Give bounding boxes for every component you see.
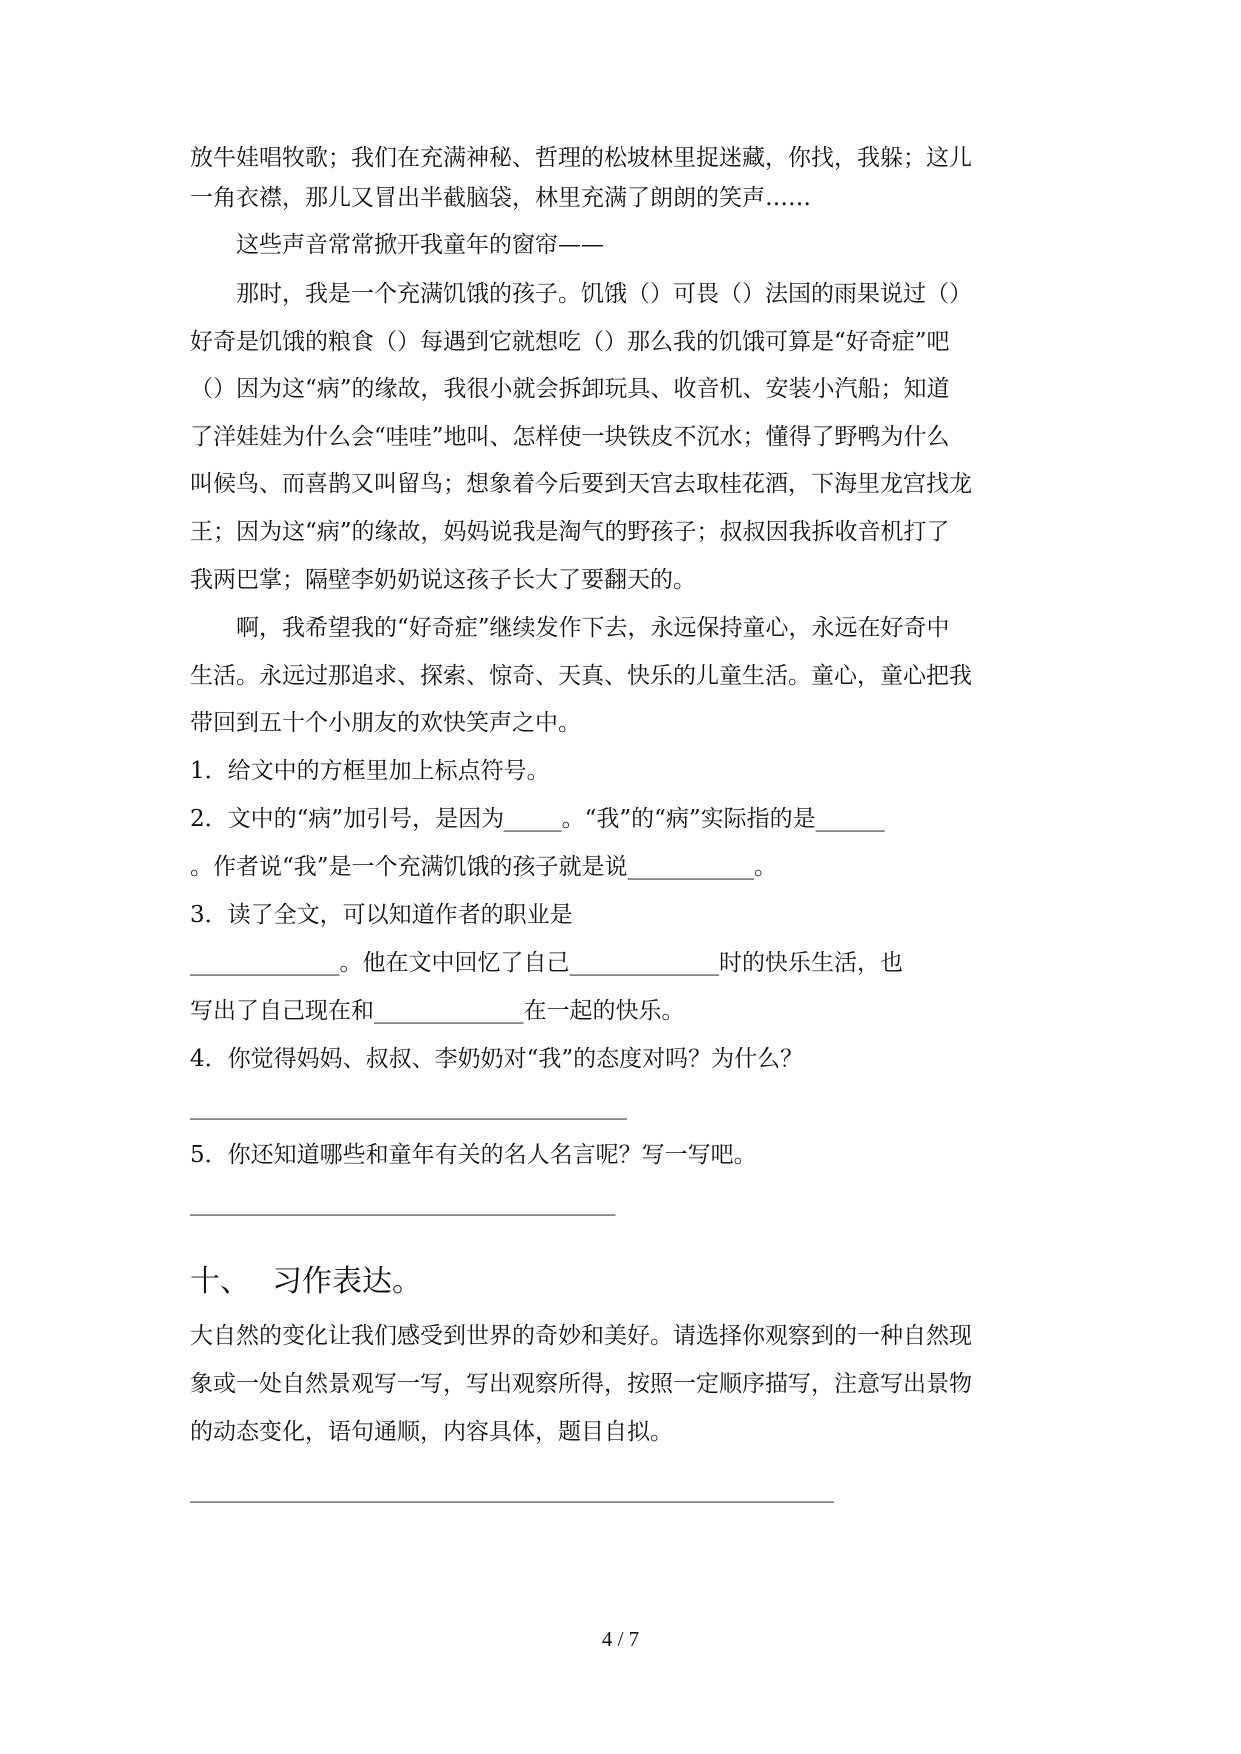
- passage-line: 生活。永远过那追求、探索、惊奇、天真、快乐的儿童生活。童心，童心把我: [190, 663, 972, 689]
- passage-line: 了洋娃娃为什么会“哇哇”地叫、怎样使一块铁皮不沉水；懂得了野鸭为什么: [190, 424, 950, 450]
- question-line: 2．文中的“病”加引号，是因为_____。“我”的“病”实际指的是______: [190, 806, 885, 832]
- section-heading: [190, 1262, 422, 1302]
- answer-line: _____________________________________: [190, 1190, 616, 1216]
- section-title: 习作表达。: [272, 1264, 422, 1299]
- writing-answer-line: ________________________________________________________: [190, 1477, 834, 1503]
- page-number: 4 / 7: [601, 1627, 640, 1651]
- section-number: 十、: [190, 1264, 250, 1299]
- writing-instruction-line: 大自然的变化让我们感受到世界的奇妙和美好。请选择你观察到的一种自然现: [190, 1323, 972, 1349]
- passage-line: （）因为这“病”的缘故，我很小就会拆卸玩具、收音机、安装小汽船；知道: [190, 376, 950, 402]
- passage-line: 叫候鸟、而喜鹊又叫留鸟；想象着今后要到天宫去取桂花酒，下海里龙宫找龙: [190, 471, 972, 497]
- question-line: 5．你还知道哪些和童年有关的名人名言呢？写一写吧。: [190, 1142, 757, 1168]
- question-line: 写出了自己现在和_____________在一起的快乐。: [190, 998, 685, 1024]
- question-line: 1．给文中的方框里加上标点符号。: [190, 758, 550, 784]
- passage-line: 一角衣襟，那儿又冒出半截脑袋，林里充满了朗朗的笑声……: [190, 185, 811, 211]
- passage-line: 我两巴掌；隔壁李奶奶说这孩子长大了要翻天的。: [190, 567, 696, 593]
- answer-line: _____________。他在文中回忆了自己_____________时的快乐生活，也: [190, 950, 903, 976]
- passage-line: 带回到五十个小朋友的欢快笑声之中。: [190, 710, 581, 736]
- writing-instruction-line: 象或一处自然景观写一写，写出观察所得，按照一定顺序描写，注意写出景物: [190, 1371, 972, 1397]
- question-line: 3．读了全文，可以知道作者的职业是: [190, 902, 573, 928]
- passage-line: 好奇是饥饿的粮食（）每遇到它就想吃（）那么我的饥饿可算是“好奇症”吧: [190, 329, 950, 355]
- passage-line: 那时，我是一个充满饥饿的孩子。饥饿（）可畏（）法国的雨果说过（）: [190, 281, 972, 307]
- passage-line: 这些声音常常掀开我童年的窗帘——: [190, 232, 604, 258]
- answer-line: ______________________________________: [190, 1094, 627, 1120]
- passage-line: 放牛娃唱牧歌；我们在充满神秘、哲理的松坡林里捉迷藏，你找，我躲；这儿: [190, 145, 972, 171]
- question-line: 。作者说“我”是一个充满饥饿的孩子就是说___________。: [190, 854, 778, 880]
- passage-line: 王；因为这“病”的缘故，妈妈说我是淘气的野孩子；叔叔因我拆收音机打了: [190, 519, 950, 545]
- writing-instruction-line: 的动态变化，语句通顺，内容具体，题目自拟。: [190, 1419, 673, 1445]
- question-line: 4．你觉得妈妈、叔叔、李奶奶对“我”的态度对吗？为什么？: [190, 1046, 804, 1072]
- passage-line: 啊，我希望我的“好奇症”继续发作下去，永远保持童心，永远在好奇中: [190, 615, 950, 641]
